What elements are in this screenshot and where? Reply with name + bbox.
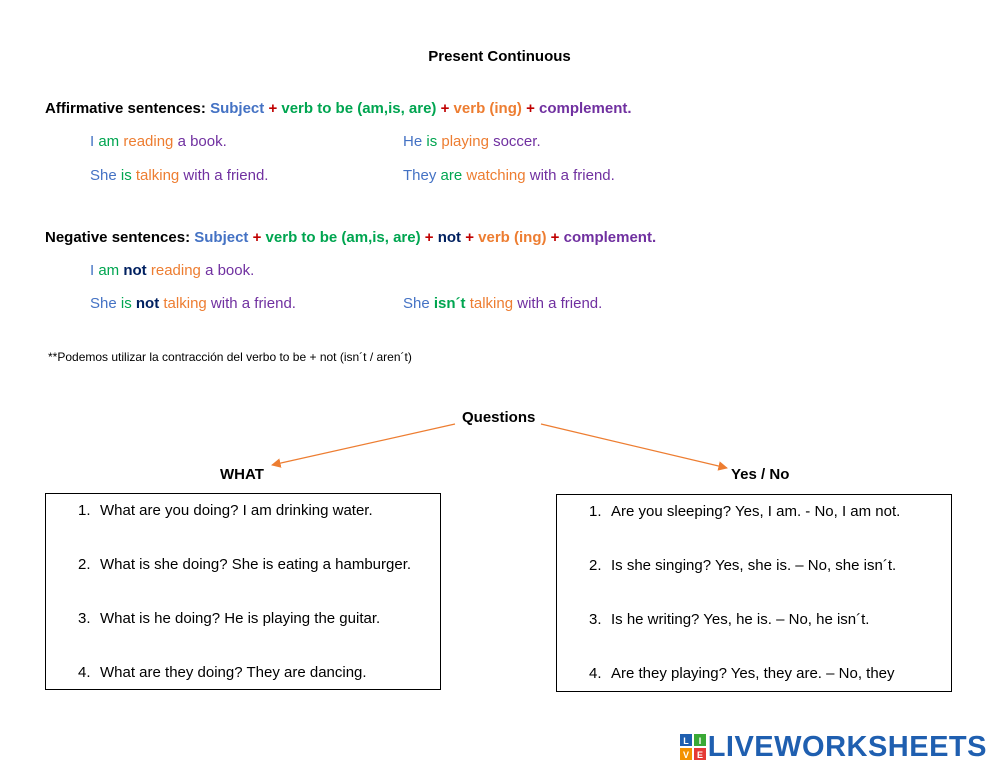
contraction-note: **Podemos utilizar la contracción del verbo to be + not (isn´t / aren´t) bbox=[48, 350, 412, 364]
list-item bbox=[589, 557, 896, 574]
formula-subject: Subject bbox=[194, 229, 249, 246]
negative-label: Negative sentences: bbox=[45, 229, 191, 246]
item-number: 1. bbox=[589, 503, 602, 520]
questions-label: Questions bbox=[462, 409, 536, 426]
example-complement: soccer. bbox=[493, 133, 541, 150]
example-verb: reading bbox=[150, 262, 201, 279]
list-item bbox=[78, 502, 373, 519]
list-item bbox=[78, 664, 367, 681]
example-complement: a book. bbox=[205, 262, 255, 279]
logo-wordmark: LIVEWORKSHEETS bbox=[707, 730, 987, 763]
arrow-to-what bbox=[272, 424, 455, 465]
cube-icon bbox=[680, 734, 706, 760]
example-be: am bbox=[98, 262, 120, 279]
example-be: is bbox=[120, 167, 132, 184]
example-subject: She bbox=[403, 295, 430, 312]
list-item bbox=[589, 611, 869, 628]
item-text: Are they playing? Yes, they are. – No, they bbox=[611, 665, 895, 682]
affirmative-label: Affirmative sentences: bbox=[45, 100, 206, 117]
example-verb: reading bbox=[123, 133, 174, 150]
what-label: WHAT bbox=[220, 466, 264, 483]
example-complement: a book. bbox=[177, 133, 227, 150]
example-verb: talking bbox=[135, 167, 180, 184]
list-item bbox=[78, 610, 380, 627]
example-be: are bbox=[440, 167, 463, 184]
example-be: is bbox=[426, 133, 438, 150]
example-subject: I bbox=[90, 262, 95, 279]
item-number: 3. bbox=[589, 611, 602, 628]
formula-plus: + bbox=[465, 229, 474, 246]
svg-text:I: I bbox=[698, 736, 701, 746]
item-text: What are they doing? They are dancing. bbox=[100, 664, 367, 681]
svg-text:E: E bbox=[696, 750, 703, 760]
example-subject: She bbox=[90, 167, 117, 184]
list-item bbox=[589, 503, 900, 520]
formula-verb-ing: verb (ing) bbox=[478, 229, 547, 246]
what-questions-box bbox=[45, 493, 441, 690]
example-not: not bbox=[135, 295, 160, 312]
item-text: What is he doing? He is playing the guitar. bbox=[100, 610, 381, 627]
example-verb: playing bbox=[441, 133, 489, 150]
example-be-contraction: isn´t bbox=[433, 295, 466, 312]
formula-plus: + bbox=[252, 229, 262, 246]
example-be: am bbox=[98, 133, 120, 150]
formula-complement: complement. bbox=[563, 229, 657, 246]
example-complement: with a friend. bbox=[183, 167, 269, 184]
item-text: What is she doing? She is eating a hamburger. bbox=[100, 556, 412, 573]
svg-text:L: L bbox=[682, 736, 689, 746]
item-number: 4. bbox=[78, 664, 91, 681]
example-complement: with a friend. bbox=[529, 167, 615, 184]
formula-complement: complement. bbox=[539, 100, 632, 117]
item-number: 2. bbox=[78, 556, 91, 573]
item-number: 1. bbox=[78, 502, 91, 519]
liveworksheets-logo[interactable] bbox=[680, 730, 987, 764]
item-number: 4. bbox=[589, 665, 602, 682]
formula-not: not bbox=[437, 229, 462, 246]
formula-subject: Subject bbox=[210, 100, 265, 117]
formula-verb-to-be: verb to be (am,is, are) bbox=[281, 100, 437, 117]
item-text: Are you sleeping? Yes, I am. - No, I am not. bbox=[611, 503, 901, 520]
example-complement: with a friend. bbox=[210, 295, 296, 312]
list-item bbox=[78, 556, 411, 573]
page-title: Present Continuous bbox=[428, 48, 571, 65]
example-verb: watching bbox=[466, 167, 526, 184]
example-subject: They bbox=[403, 167, 437, 184]
item-text: What are you doing? I am drinking water. bbox=[100, 502, 373, 519]
list-item bbox=[589, 665, 895, 682]
item-number: 2. bbox=[589, 557, 602, 574]
example-verb: talking bbox=[163, 295, 207, 312]
example-be: is bbox=[120, 295, 132, 312]
example-subject: She bbox=[90, 295, 117, 312]
formula-verb-ing: verb (ing) bbox=[453, 100, 522, 117]
formula-plus: + bbox=[268, 100, 278, 117]
item-text: Is he writing? Yes, he is. – No, he isn´t. bbox=[611, 611, 870, 628]
example-verb: talking bbox=[469, 295, 514, 312]
item-text: Is she singing? Yes, she is. – No, she isn´t. bbox=[611, 557, 897, 574]
item-number: 3. bbox=[78, 610, 91, 627]
example-not: not bbox=[123, 262, 147, 279]
arrow-to-yesno bbox=[541, 424, 727, 468]
formula-plus: + bbox=[526, 100, 535, 117]
formula-verb-to-be: verb to be (am,is, are) bbox=[265, 229, 421, 246]
example-subject: I bbox=[90, 133, 95, 150]
svg-text:V: V bbox=[682, 750, 689, 760]
formula-plus: + bbox=[550, 229, 560, 246]
yesno-questions-box bbox=[556, 494, 952, 692]
yesno-label: Yes / No bbox=[731, 466, 790, 483]
example-subject: He bbox=[403, 133, 423, 150]
formula-plus: + bbox=[440, 100, 450, 117]
example-complement: with a friend. bbox=[517, 295, 603, 312]
formula-plus: + bbox=[424, 229, 434, 246]
